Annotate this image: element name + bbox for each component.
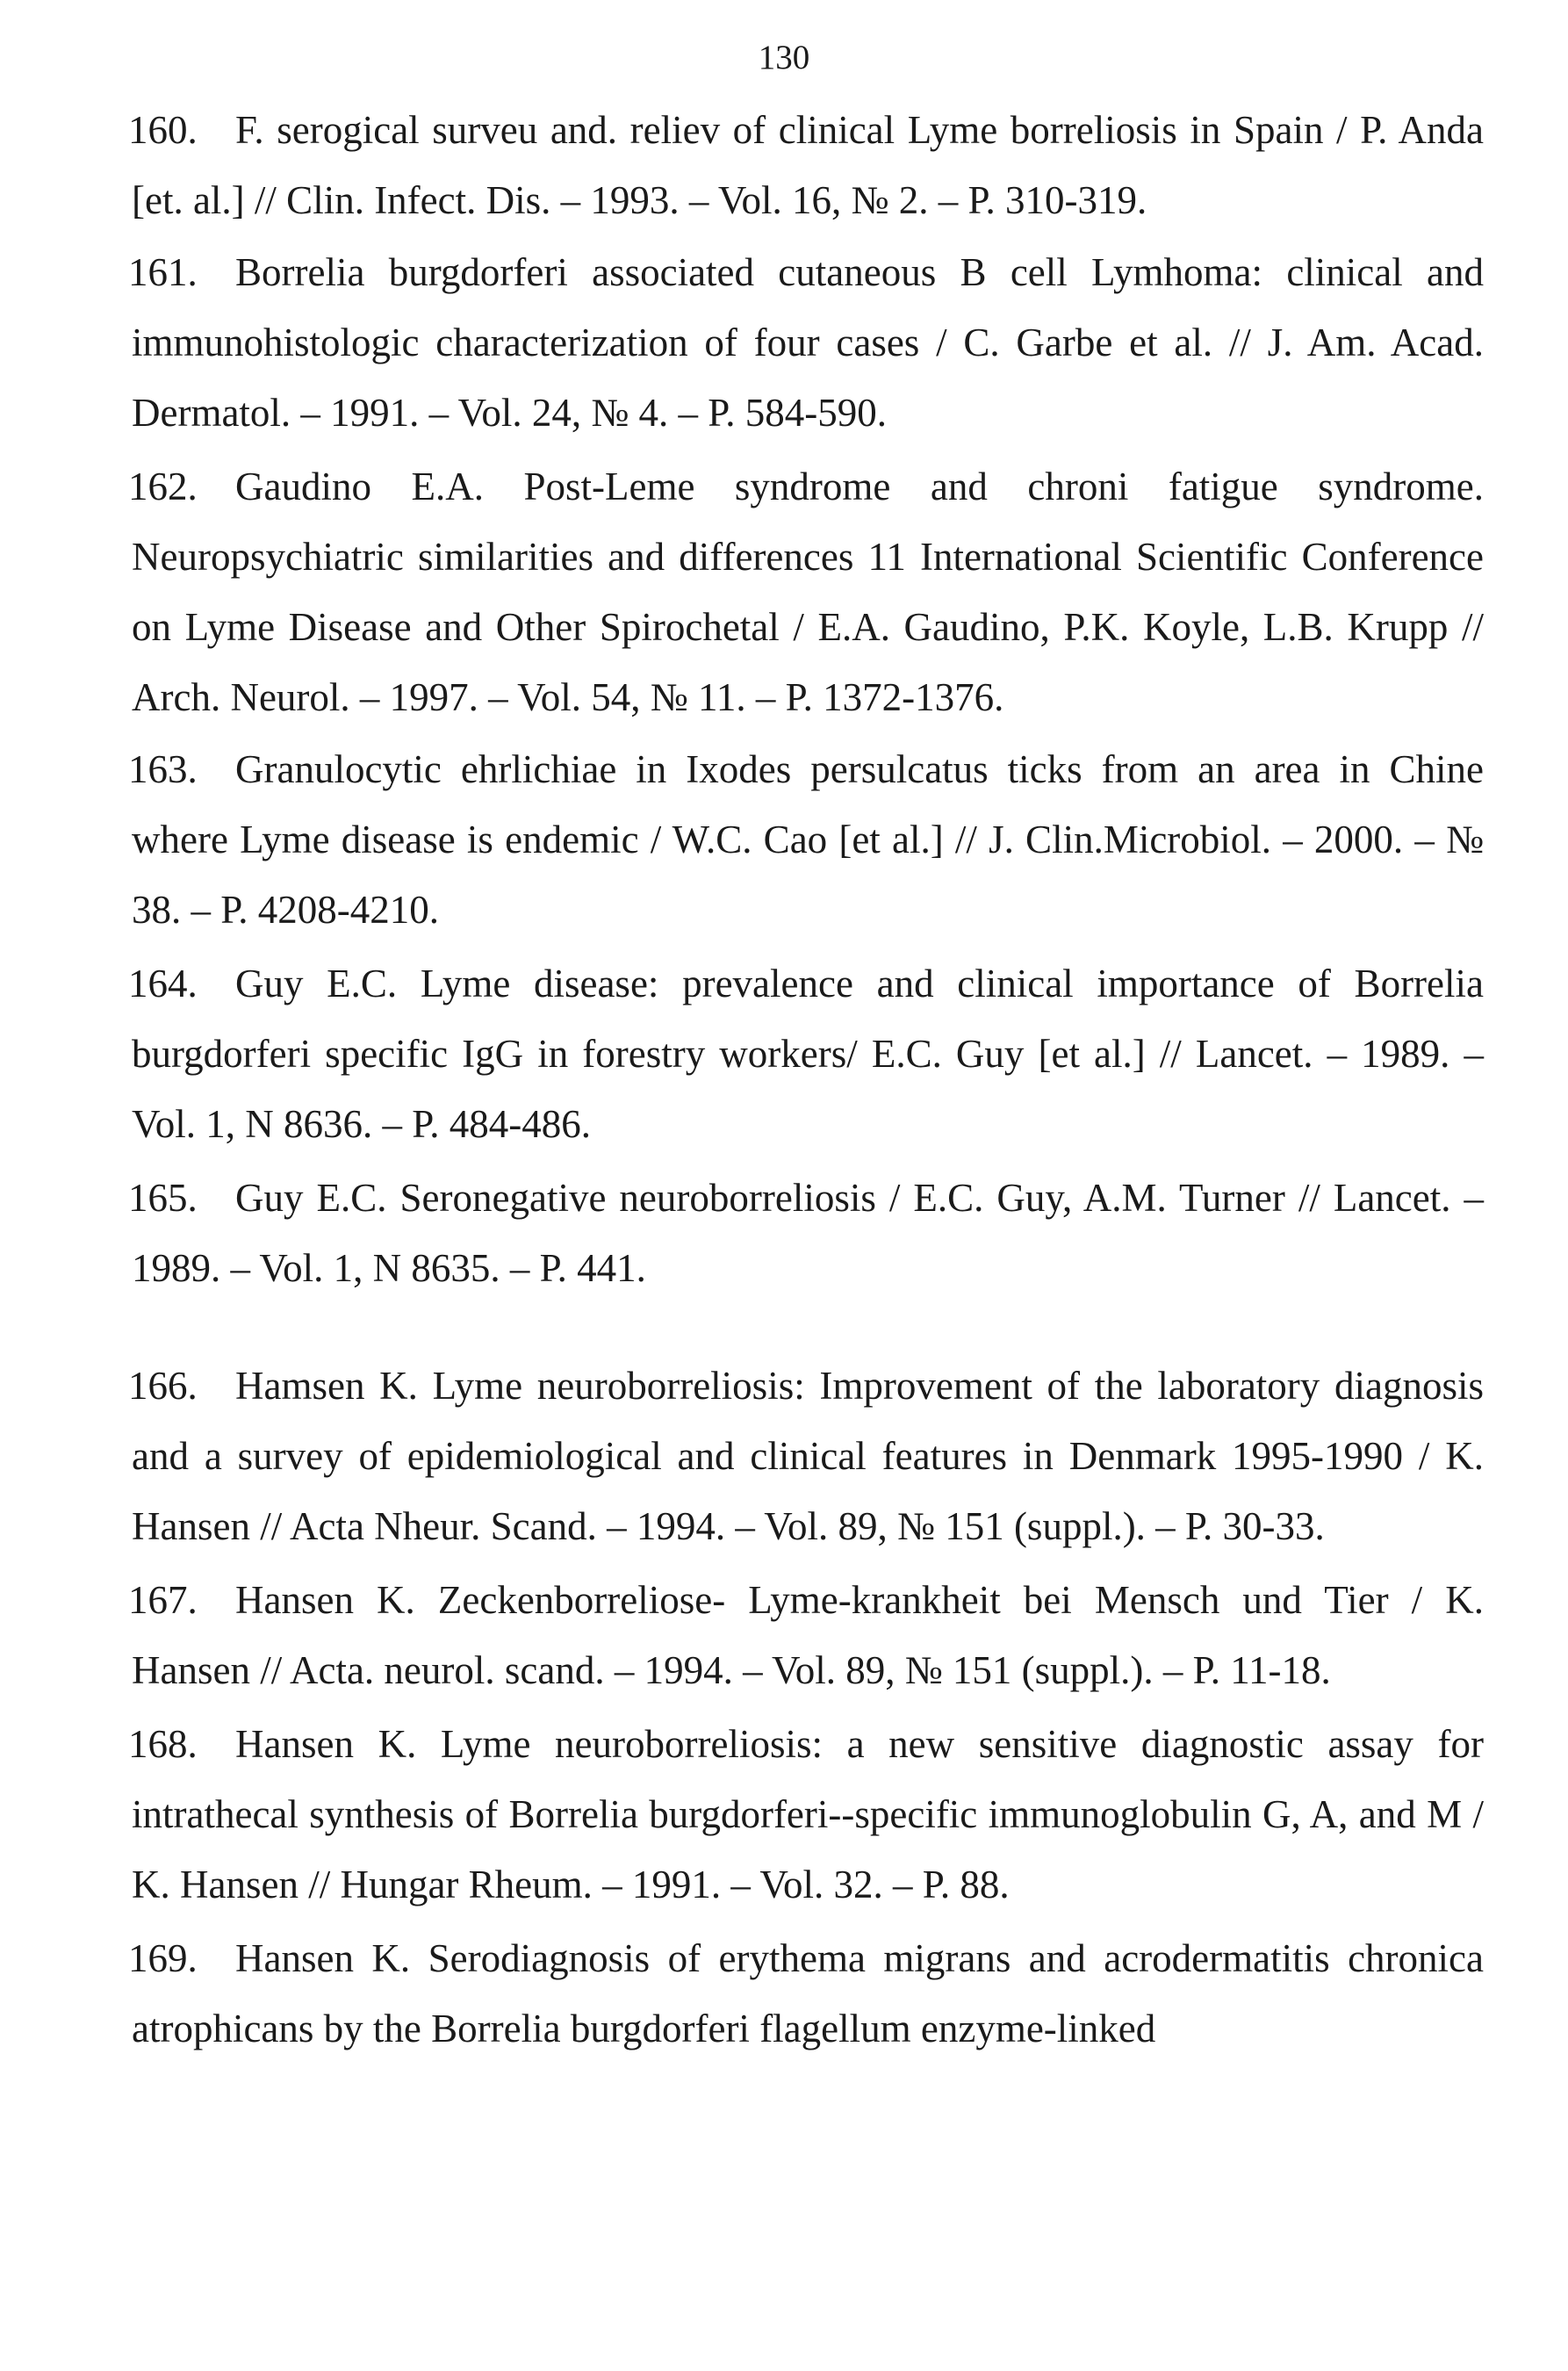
- reference-number: 166.: [128, 1364, 198, 1408]
- reference-number: 168.: [128, 1722, 198, 1766]
- reference-text: Hansen K. Zeckenborreliose- Lyme-krankheit bei Mensch und Tier / K. Hansen // Acta. neurol. scand. – 1994. – Vol. 89, № 151 (suppl.). – P. 11-18.: [132, 1578, 1484, 1692]
- reference-text: Hansen K. Serodiagnosis of erythema migrans and acrodermatitis chronica atrophicans by the Borrelia burgdorferi flagellum enzyme-linked: [132, 1936, 1484, 2050]
- reference-number: 163.: [128, 747, 198, 791]
- reference-number: 169.: [128, 1936, 198, 1980]
- reference-number: 160.: [128, 108, 198, 152]
- reference-text: Granulocytic ehrlichiae in Ixodes persulcatus ticks from an area in Chine where Lyme disease is endemic / W.C. Cao [et al.] // J. Clin.Microbiol. – 2000. – № 38. – P. 4208-4210.: [132, 747, 1484, 932]
- reference-item: [128, 1709, 1484, 1920]
- reference-item: [128, 95, 1484, 235]
- reference-text: Hamsen K. Lyme neuroborreliosis: Improvement of the laboratory diagnosis and a survey of epidemiological and clinical features in Denmark 1995-1990 / K. Hansen // Acta Nheur. Scand. – 1994. – Vol. 89, № 151 (suppl.). – P. 30-33.: [132, 1364, 1484, 1548]
- reference-text: Hansen K. Lyme neuroborreliosis: a new sensitive diagnostic assay for intrathecal synthesis of Borrelia burgdorferi--specific immunoglobulin G, A, and M / K. Hansen // Hungar Rheum. – 1991. – Vol. 32. – P. 88.: [132, 1722, 1484, 1906]
- reference-number: 167.: [128, 1578, 198, 1622]
- reference-list: [128, 95, 1484, 2064]
- reference-number: 162.: [128, 465, 198, 508]
- reference-item: [128, 1163, 1484, 1303]
- reference-number: 165.: [128, 1176, 198, 1220]
- reference-text: Gaudino E.A. Post-Leme syndrome and chroni fatigue syndrome. Neuropsychiatric similarities and differences 11 International Scientific Conference on Lyme Disease and Other Spirochetal / E.A. Gaudino, P.K. Koyle, L.B. Krupp // Arch. Neurol. – 1997. – Vol. 54, № 11. – P. 1372-1376.: [132, 465, 1484, 719]
- reference-number: 161.: [128, 250, 198, 294]
- reference-text: Guy E.C. Seronegative neuroborreliosis / E.C. Guy, A.M. Turner // Lancet. – 1989. – Vol. 1, N 8635. – P. 441.: [132, 1176, 1484, 1290]
- reference-item: [128, 948, 1484, 1159]
- reference-number: 164.: [128, 962, 198, 1005]
- reference-item: [128, 1565, 1484, 1705]
- reference-item: [128, 734, 1484, 945]
- reference-text: Borrelia burgdorferi associated cutaneous B cell Lymhoma: clinical and immunohistologic characterization of four cases / C. Garbe et al. // J. Am. Acad. Dermatol. – 1991. – Vol. 24, № 4. – P. 584-590.: [132, 250, 1484, 435]
- reference-item: [128, 1923, 1484, 2064]
- reference-text: Guy E.C. Lyme disease: prevalence and clinical importance of Borrelia burgdorferi specific IgG in forestry workers/ E.C. Guy [et al.] // Lancet. – 1989. – Vol. 1, N 8636. – P. 484-486.: [132, 962, 1484, 1146]
- reference-text: F. serogical surveu and. reliev of clinical Lyme borreliosis in Spain / P. Anda [et. al.] // Clin. Infect. Dis. – 1993. – Vol. 16, № 2. – P. 310-319.: [132, 108, 1484, 222]
- reference-item: [128, 1351, 1484, 1561]
- reference-item: [128, 237, 1484, 448]
- reference-item: [128, 451, 1484, 732]
- page-number: 130: [758, 39, 810, 76]
